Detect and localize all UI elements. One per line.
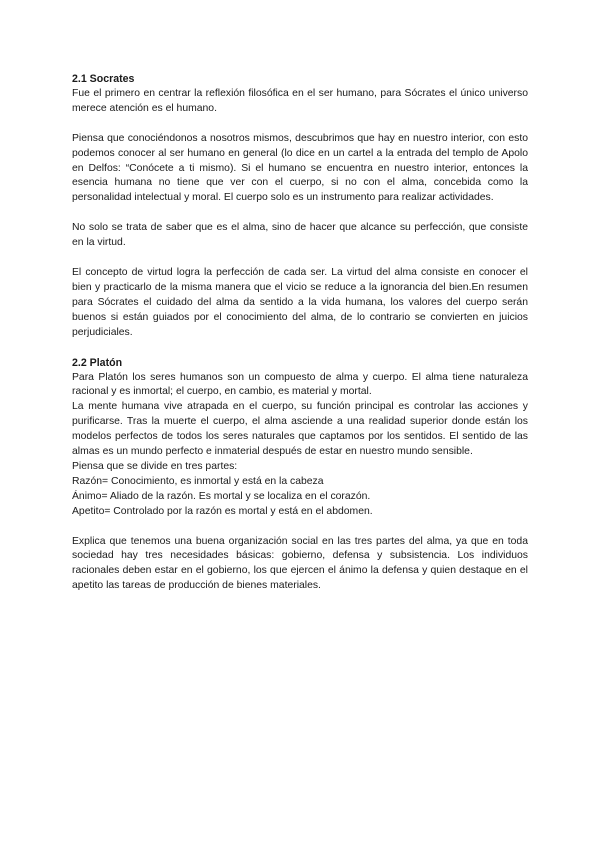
soul-part-spirit: Ánimo= Aliado de la razón. Es mortal y se localiza en el corazón. (72, 490, 371, 502)
soul-part-reason: Razón= Conocimiento, es inmortal y está en la cabeza (72, 475, 324, 487)
socrates-paragraph-3: No solo se trata de saber que es el alma, sino de hacer que alcance su perfección, que consiste en la virtud. (72, 222, 528, 249)
section-heading-socrates: 2.1 Socrates (72, 73, 135, 85)
platon-paragraph-1: Para Platón los seres humanos son un compuesto de alma y cuerpo. El alma tiene naturaleza racional y es inmortal; el cuerpo, en cambio, es material y mortal. (72, 371, 528, 398)
socrates-paragraph-4: El concepto de virtud logra la perfección de cada ser. La virtud del alma consiste en conocer el bien y practicarlo de la misma manera que el vicio se reduce a la ignorancia del bien.En resumen para Sócrates el cuidado del alma da sentido a la vida humana, los valores del cuerpo serán buenos si están guiados por el conocimiento del alma, de lo contrario se convierten en juicios perjudiciales. (72, 267, 528, 338)
spacer (72, 251, 528, 266)
spacer (72, 117, 528, 132)
section-heading-platon: 2.2 Platón (72, 356, 123, 369)
document-page (72, 72, 528, 594)
spacer (72, 341, 528, 356)
platon-paragraph-3: Piensa que se divide en tres partes: (72, 460, 238, 472)
platon-paragraph-2: La mente humana vive atrapada en el cuerpo, su función principal es controlar las acciones y purificarse. Tras la muerte el cuerpo, el alma asciende a una realidad superior donde están los modelos perfectos de todos los seres naturales que captamos por los sentidos. El sentido de las almas es un mundo perfecto e inmaterial después de estar en nuestro mundo sensible. (72, 401, 528, 458)
platon-paragraph-4: Explica que tenemos una buena organización social en las tres partes del alma, ya que en toda sociedad hay tres necesidades básicas: gobierno, defensa y subsistencia. Los individuos racionales deben estar en el gobierno, los que ejercen el ánimo la defensa y quien destaque en el apetito las tareas de producción de bienes materiales. (72, 535, 528, 592)
socrates-paragraph-2: Piensa que conociéndonos a nosotros mismos, descubrimos que hay en nuestro interior, con esto podemos conocer al ser humano en general (lo dice en un cartel a la entrada del templo de Apolo en Delfos: “Conócete a ti mismo). Si el humano se encuentra en nuestro interior, entonces la esencia humana no tiene que ver con el cuerpo, si no con el alma, concebida como la personalidad intelectual y moral. El cuerpo solo es un instrumento para realizar actividades. (72, 132, 528, 204)
socrates-paragraph-1: Fue el primero en centrar la reflexión filosófica en el ser humano, para Sócrates el único universo merece atención es el humano. (72, 87, 528, 114)
spacer (72, 520, 528, 535)
spacer (72, 206, 528, 221)
soul-part-appetite: Apetito= Controlado por la razón es mortal y está en el abdomen. (72, 505, 373, 517)
